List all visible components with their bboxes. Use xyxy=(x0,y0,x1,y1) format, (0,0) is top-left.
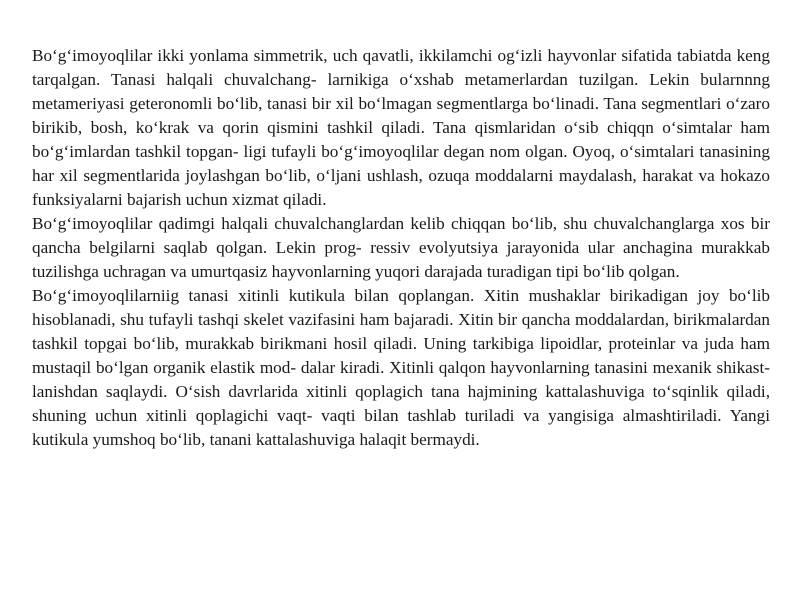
paragraph-2: Bo‘g‘imoyoqlilar qadimgi halqali chuvalchanglardan kelib chiqqan bo‘lib, shu chuvalchanglarga xos bir qancha belgilarni saqlab qolgan. Lekin prog- ressiv evolyutsiya jarayonida ular anchagina murakkab tuzilishga uchragan va umurtqasiz hayvonlarning yuqori darajada turadigan tipi bo‘lib qolgan. xyxy=(32,214,770,281)
paragraph-3: Bo‘g‘imoyoqlilarniig tanasi xitinli kutikula bilan qoplangan. Xitin mushaklar birikadigan joy bo‘lib hisoblanadi, shu tufayli tashqi skelet vazifasini ham bajaradi. Xitin bir qancha moddalardan, birikmalardan tashkil topgai bo‘lib, murakkab birikmani hosil qiladi. Uning tarkibiga lipoidlar, proteinlar va juda ham mustaqil bo‘lgan organik elastik mod- dalar kiradi. Xitinli qalqon hayvonlarning tanasini mexanik shikast- lanishdan saqlaydi. O‘sish davrlarida xitinli qoplagich tana hajmining kattalashuviga to‘sqinlik qiladi, shuning uchun xitinli qoplagichi vaqt- vaqti bilan tashlab turiladi va yangisiga almashtiriladi. Yangi kutikula yumshoq bo‘lib, tanani kattalashuviga halaqit bermaydi. xyxy=(32,286,770,449)
document-page xyxy=(32,44,770,452)
paragraph-1: Bo‘g‘imoyoqlilar ikki yonlama simmetrik, uch qavatli, ikkilamchi og‘izli hayvonlar sifatida tabiatda keng tarqalgan. Tanasi halqali chuvalchang- larnikiga o‘xshab metamerlardan tuzilgan. Lekin bularnnng metameriyasi geteronomli bo‘lib, tanasi bir xil bo‘lmagan segmentlarga bo‘linadi. Tana segmentlari o‘zaro birikib, bosh, ko‘krak va qorin qismini tashkil qiladi. Tana qismlaridan o‘sib chiqqn o‘simtalar ham bo‘g‘imlardan tashkil topgan- ligi tufayli bo‘g‘imoyoqlilar degan nom olgan. Oyoq, o‘simtalari tanasining har xil segmentlarida joylashgan bo‘lib, o‘ljani ushlash, ozuqa moddalarni maydalash, harakat va hokazo funksiyalarni bajarish uchun xizmat qiladi. xyxy=(32,46,770,209)
